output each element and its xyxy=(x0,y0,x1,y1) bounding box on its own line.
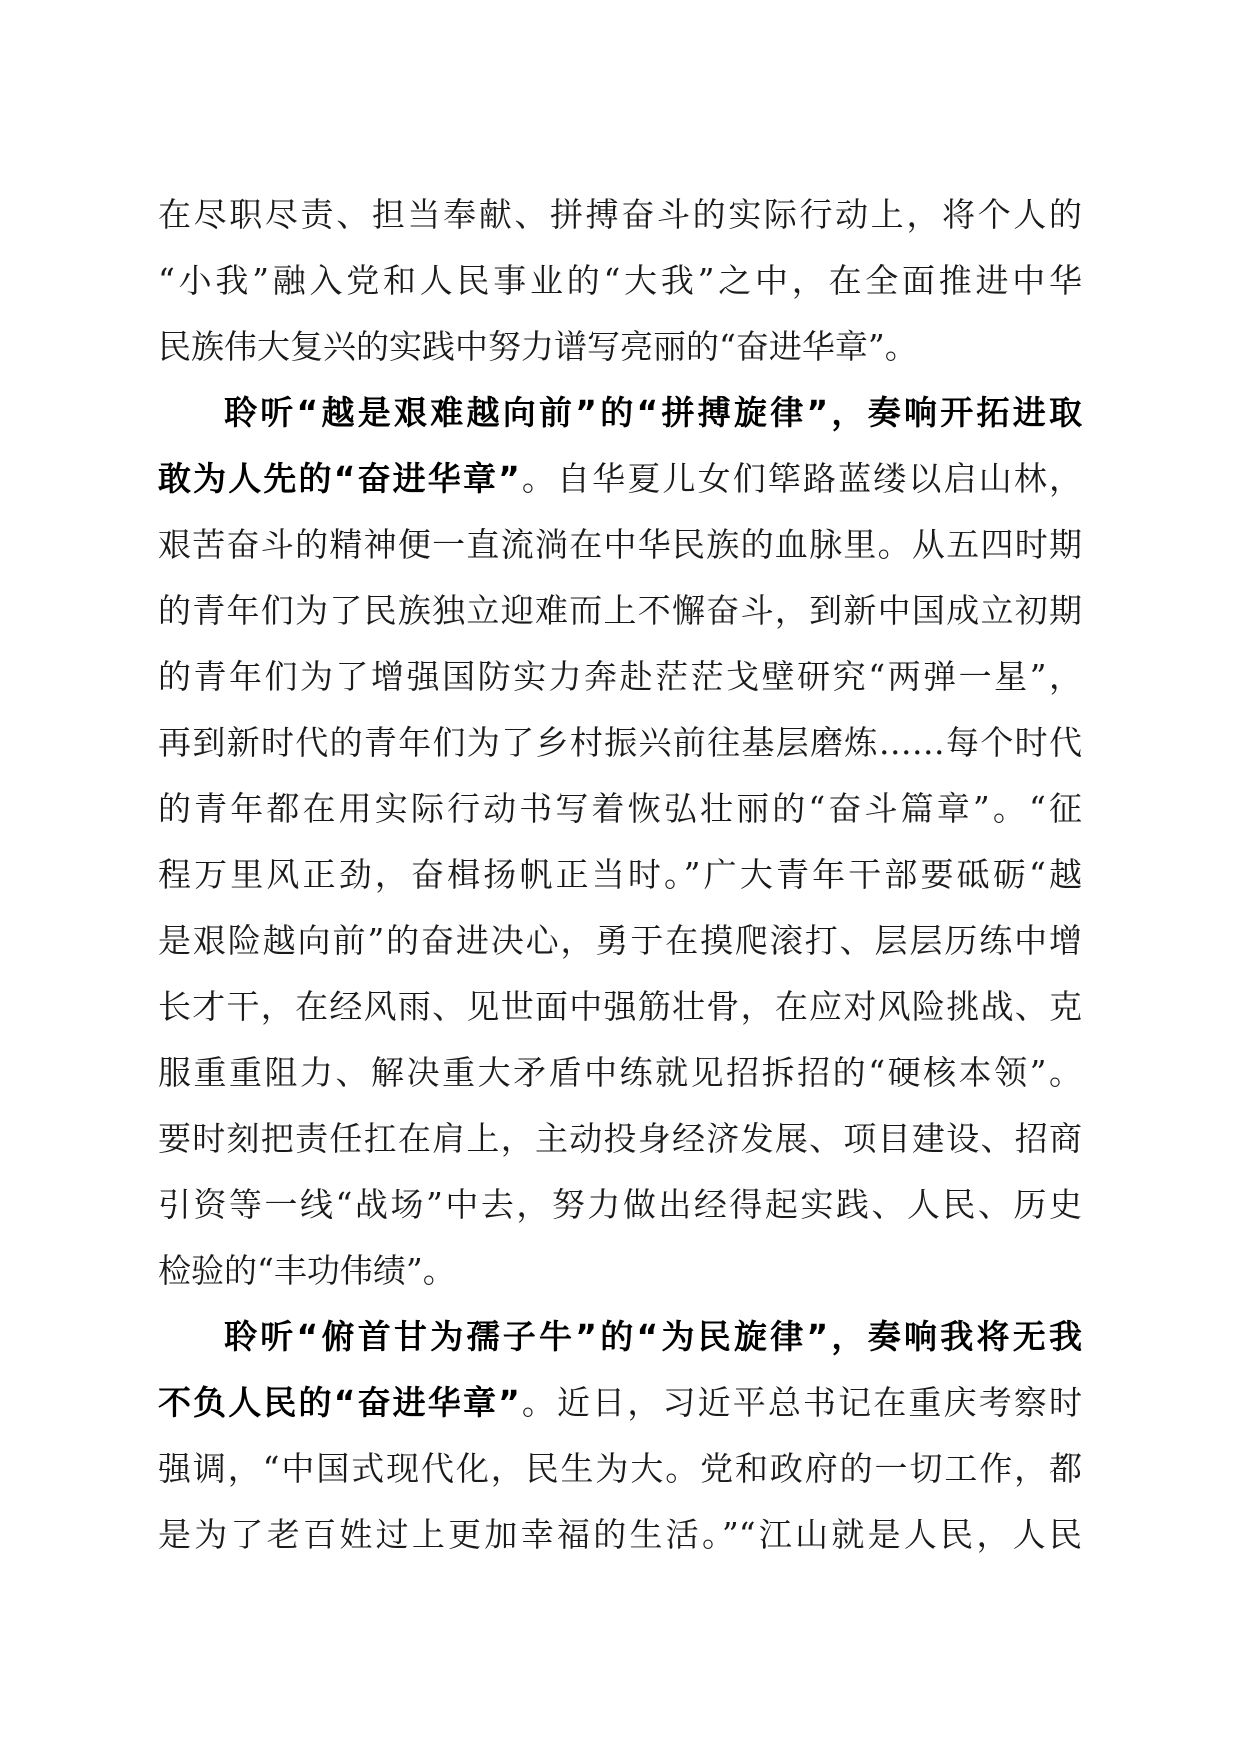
text-line: 民族伟大复兴的实践中努力谱写亮丽的“奋进华章”。 xyxy=(158,327,918,366)
text-line: 长才干，在经风雨、见世面中强筋壮骨，在应对风险挑战、克 xyxy=(158,987,1082,1026)
text-line: 在尽职尽责、担当奉献、拼搏奋斗的实际行动上，将个人的 xyxy=(158,195,1082,234)
section-heading-continuation: 不负人民的“奋进华章” xyxy=(158,1383,520,1422)
section-heading: 聆听“越是艰难越向前”的“拼搏旋律”，奏响开拓进取 xyxy=(224,393,1082,432)
text-line xyxy=(158,1373,1082,1433)
section-heading: 聆听“俯首甘为孺子牛”的“为民旋律”，奏响我将无我 xyxy=(224,1317,1082,1356)
section-heading-continuation: 敢为人先的“奋进华章” xyxy=(158,459,520,498)
text-line: 是艰险越向前”的奋进决心，勇于在摸爬滚打、层层历练中增 xyxy=(158,921,1082,960)
text-segment: 。近日，习近平总书记在重庆考察时 xyxy=(519,1383,1082,1422)
text-line: 检验的“丰功伟绩”。 xyxy=(158,1251,456,1290)
text-line: 强调，“中国式现代化，民生为大。党和政府的一切工作，都 xyxy=(158,1449,1082,1488)
text-segment: 。自华夏儿女们筚路蓝缕以启山林， xyxy=(519,459,1082,498)
text-line: “小我”融入党和人民事业的“大我”之中，在全面推进中华 xyxy=(158,261,1082,300)
text-line: 再到新时代的青年们为了乡村振兴前往基层磨炼……每个时代 xyxy=(158,723,1082,762)
text-line xyxy=(158,449,1082,509)
text-line: 要时刻把责任扛在肩上，主动投身经济发展、项目建设、招商 xyxy=(158,1119,1082,1158)
text-line: 服重重阻力、解决重大矛盾中练就见招拆招的“硬核本领”。 xyxy=(158,1053,1082,1092)
text-line: 艰苦奋斗的精神便一直流淌在中华民族的血脉里。从五四时期 xyxy=(158,525,1082,564)
text-line: 的青年们为了民族独立迎难而上不懈奋斗，到新中国成立初期 xyxy=(158,591,1082,630)
text-line: 程万里风正劲，奋楫扬帆正当时。”广大青年干部要砥砺“越 xyxy=(158,855,1082,894)
text-line: 的青年都在用实际行动书写着恢弘壮丽的“奋斗篇章”。“征 xyxy=(158,789,1082,828)
text-line: 引资等一线“战场”中去，努力做出经得起实践、人民、历史 xyxy=(158,1185,1082,1224)
text-line: 的青年们为了增强国防实力奔赴茫茫戈壁研究“两弹一星”， xyxy=(158,657,1082,696)
text-line: 是为了老百姓过上更加幸福的生活。”“江山就是人民，人民 xyxy=(158,1515,1082,1554)
